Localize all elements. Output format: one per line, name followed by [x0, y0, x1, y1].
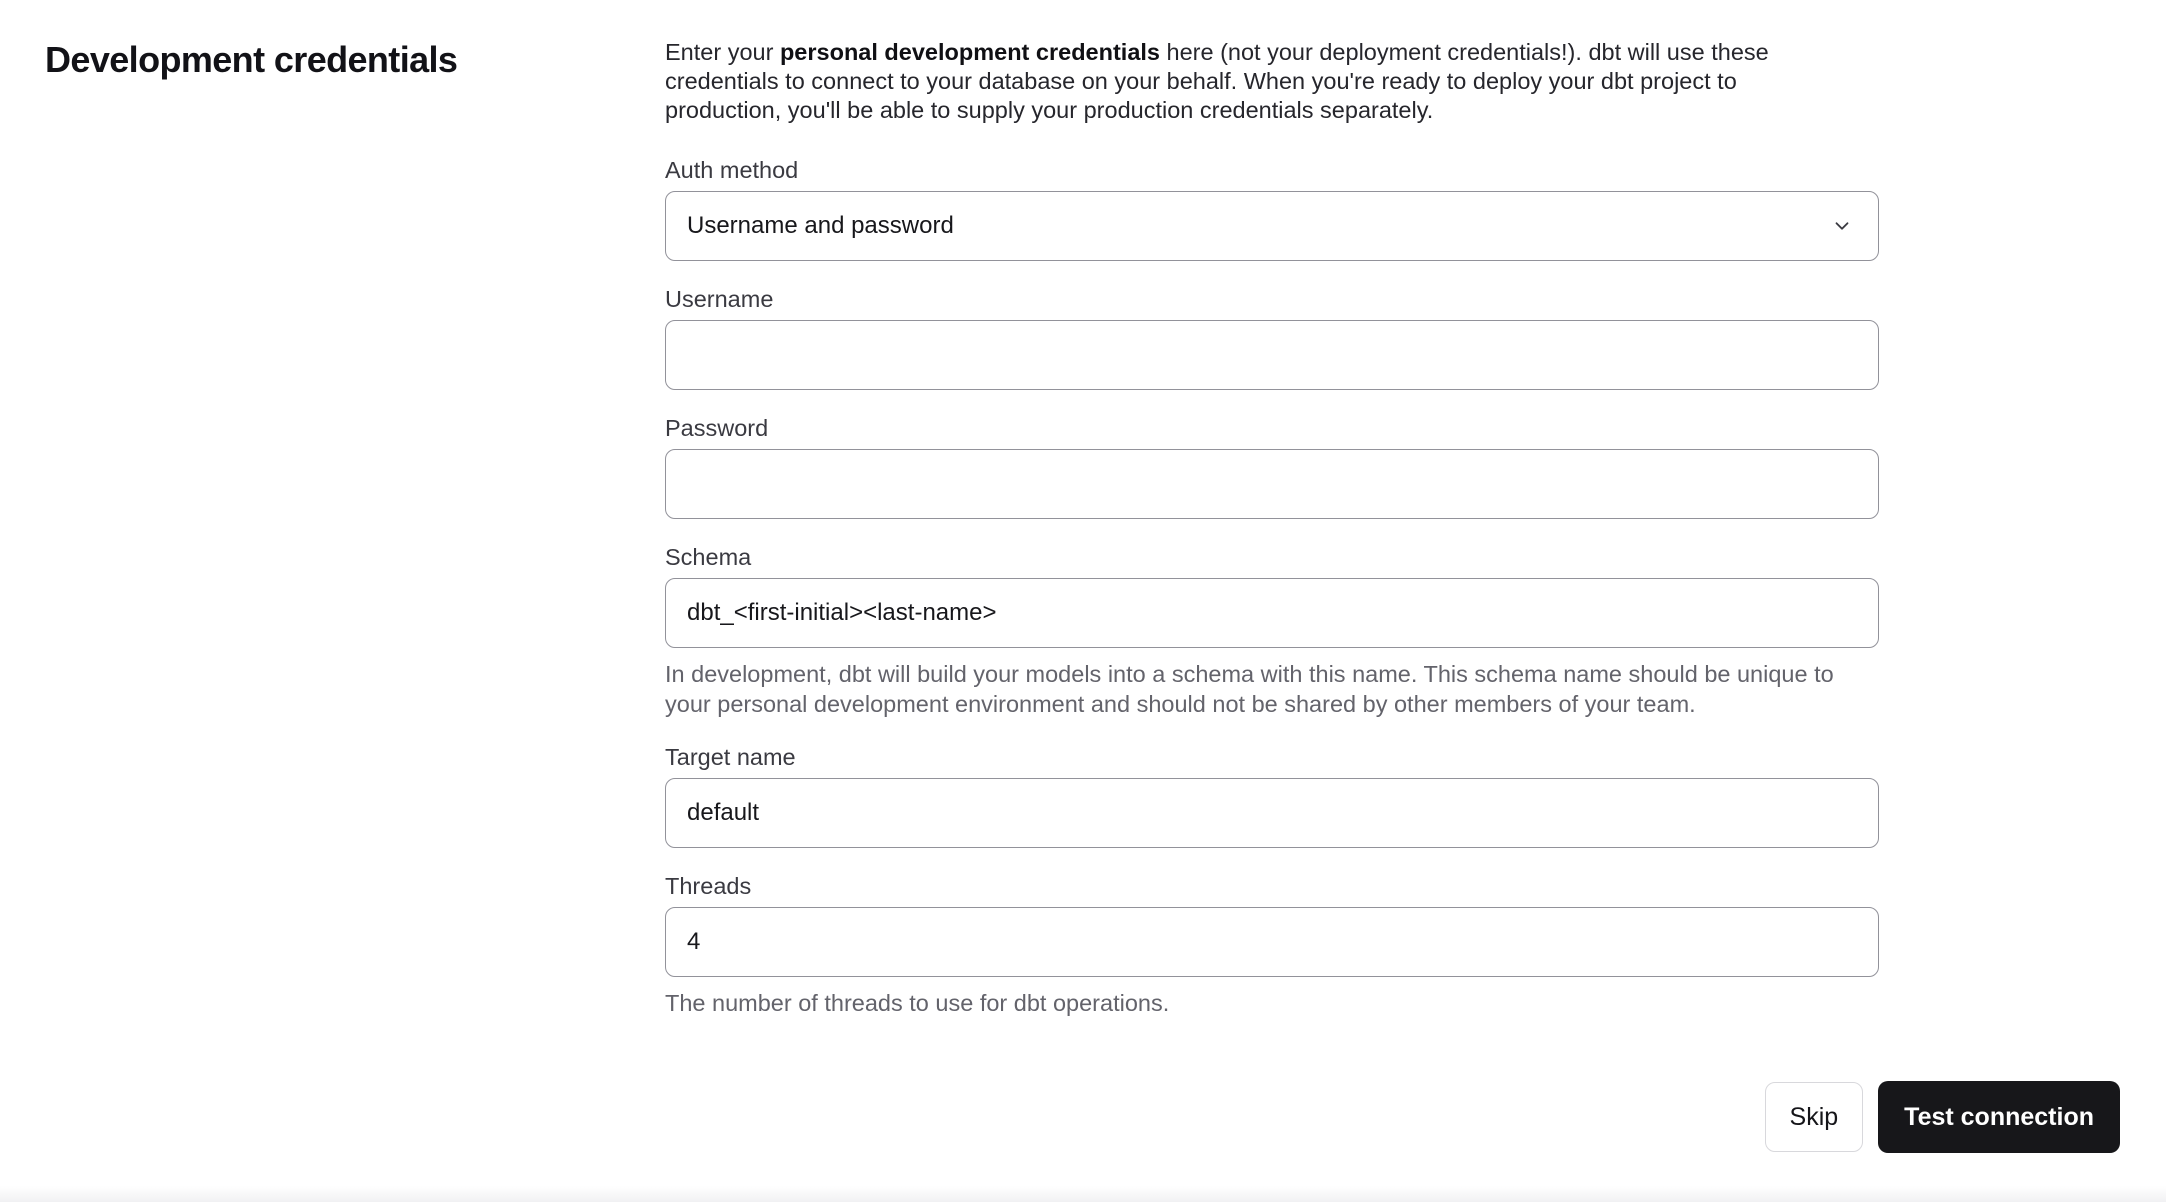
section-heading-column	[45, 38, 665, 1018]
intro-text-after: here (not your deployment credentials!). dbt will use these credentials to connect to your database on your behalf. When you're ready to deploy your dbt project to production, you'll be able to supply your production credentials separately.	[665, 39, 1769, 123]
schema-field-group	[665, 543, 1879, 719]
threads-label: Threads	[665, 873, 752, 899]
intro-text	[665, 38, 1850, 125]
username-label: Username	[665, 286, 774, 312]
password-label: Password	[665, 415, 769, 441]
auth-method-field	[665, 156, 1879, 261]
bottom-edge-divider	[0, 1186, 2166, 1202]
credentials-form	[665, 38, 1879, 1018]
intro-text-bold: personal development credentials	[779, 39, 1160, 65]
chevron-down-icon	[1831, 215, 1853, 237]
skip-button[interactable]: Skip	[1765, 1082, 1864, 1152]
auth-method-selected-value: Username and password	[687, 212, 954, 239]
schema-input[interactable]	[665, 578, 1879, 648]
schema-help-text: In development, dbt will build your models into a schema with this name. This schema name should be unique to your personal development environment and should not be shared by other members of your team.	[665, 661, 1834, 717]
threads-input[interactable]	[665, 907, 1879, 977]
password-field-group	[665, 414, 1879, 519]
intro-text-before: Enter your	[665, 39, 780, 65]
username-input[interactable]	[665, 320, 1879, 390]
target-name-input[interactable]	[665, 778, 1879, 848]
form-actions	[1765, 1081, 2120, 1153]
page-title: Development credentials	[45, 39, 458, 80]
username-field-group	[665, 285, 1879, 390]
auth-method-label: Auth method	[665, 157, 799, 183]
target-name-field-group	[665, 743, 1879, 848]
threads-field-group	[665, 872, 1879, 1018]
schema-label: Schema	[665, 544, 752, 570]
test-connection-button[interactable]: Test connection	[1878, 1081, 2120, 1153]
target-name-label: Target name	[665, 744, 796, 770]
auth-method-select[interactable]	[665, 191, 1879, 261]
password-input[interactable]	[665, 449, 1879, 519]
threads-help-text: The number of threads to use for dbt operations.	[665, 990, 1170, 1016]
